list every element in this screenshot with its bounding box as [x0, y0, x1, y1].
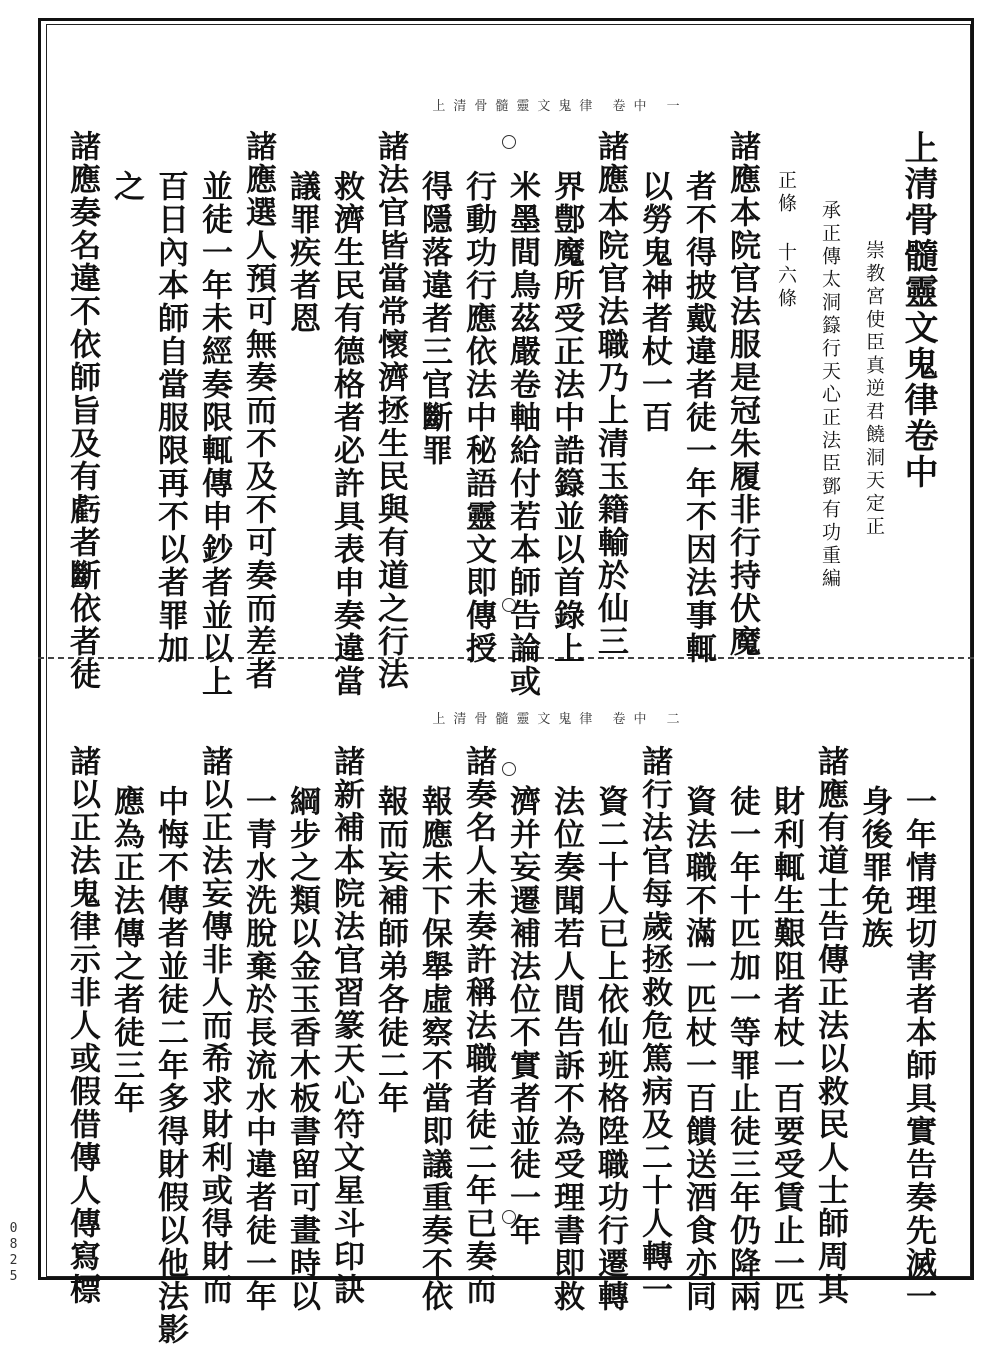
lower-text-column: 報而妄補師弟各徒二年	[372, 785, 408, 1115]
circle-mark	[502, 598, 516, 612]
running-head-upper: 上清骨髓靈文鬼律 卷中 一	[432, 99, 688, 114]
lower-text-column: 諸新補本院法官習篆天心符文星斗印訣	[328, 745, 364, 1306]
upper-text-column: 者不得披戴違者徒一年不因法事輒	[680, 170, 716, 665]
lower-text-column: 中悔不傳者並徒二年多得財假以他法影	[152, 785, 188, 1346]
lower-text-column: 應為正法傳之者徒三年	[108, 785, 144, 1115]
upper-text-column: 崇教宮使臣真逆君饒洞天定正	[863, 240, 885, 539]
lower-text-column: 一年情理切害者本師具實告奏先滅一	[900, 785, 936, 1313]
upper-text-column: 之	[108, 170, 144, 203]
upper-text-column: 諸應本院官法職乃上清玉籍輸於仙三	[592, 130, 628, 658]
text-columns-upper	[60, 130, 940, 698]
upper-page	[50, 90, 950, 698]
running-head-lower: 上清骨髓靈文鬼律 卷中 二	[432, 712, 688, 727]
upper-text-column: 諸法官皆當常懷濟拯生民與有道之行法	[372, 130, 408, 691]
upper-text-column: 諸應本院官法服是冠朱履非行持伏魔	[724, 130, 760, 658]
upper-text-column: 諸應選人預可無奏而不及不可奏而差者	[240, 130, 276, 691]
lower-text-column: 報應未下保舉虛察不當即議重奏不依	[416, 785, 452, 1313]
lower-text-column: 一青水洗脫棄於長流水中違者徒一年	[240, 785, 276, 1313]
lower-page	[50, 700, 950, 1346]
lower-text-column: 諸以正法妄傳非人而希求財利或得財而	[196, 745, 232, 1306]
circle-mark	[502, 135, 516, 149]
circle-mark	[502, 1210, 516, 1224]
lower-text-column: 資法職不滿一匹杖一百饋送酒食亦同	[680, 785, 716, 1313]
lower-text-column: 資二十人已上依仙班格陞職功行遷轉	[592, 785, 628, 1313]
upper-text-column: 議罪疾者恩	[284, 170, 320, 335]
upper-text-column: 行動功行應依法中秘語靈文即傳授	[460, 170, 496, 665]
upper-text-column: 以勞鬼神者杖一百	[636, 170, 672, 434]
lower-text-column: 財利輒生艱阻者杖一百要受賃止一匹	[768, 785, 804, 1313]
lower-text-column: 諸應有道士告傳正法以救民人士師周其	[812, 745, 848, 1306]
lower-text-column: 諸奏名人未奏許稱法職者徒二年已奏而	[460, 745, 496, 1306]
lower-text-column: 綱步之類以金玉香木板書留可畫時以	[284, 785, 320, 1313]
lower-text-column: 諸以正法鬼律示非人或假借傳人傳寫標	[64, 745, 100, 1306]
upper-text-column: 界鄷魔所受正法中誥籙並以首錄上	[548, 170, 584, 665]
page-number: 0825	[6, 1221, 21, 1285]
upper-text-column: 救濟生民有德格者必許具表申奏違當	[328, 170, 364, 698]
upper-text-column: 承正傳太洞籙行天心正法臣鄧有功重編	[819, 200, 841, 591]
upper-text-column: 得隱落違者三官斷罪	[416, 170, 452, 467]
circle-mark	[502, 762, 516, 776]
lower-text-column: 濟并妄遷補法位不實者並徒一年	[504, 785, 540, 1247]
lower-text-column: 身後罪免族	[856, 785, 892, 950]
upper-text-column: 諸應奏名違不依師旨及有虧者斷依者徒	[64, 130, 100, 691]
upper-text-column: 正條 十六條	[775, 170, 797, 311]
upper-text-column: 米墨間鳥茲嚴卷軸給付若本師告論或	[504, 170, 540, 698]
upper-text-column: 上清骨髓靈文鬼律卷中	[898, 130, 938, 490]
upper-text-column: 百日內本師自當服限再不以者罪加	[152, 170, 188, 665]
lower-text-column: 諸行法官每歲拯救危篤病及二十人轉一	[636, 745, 672, 1306]
lower-text-column: 徒一年十匹加一等罪止徒三年仍降兩	[724, 785, 760, 1313]
upper-text-column: 並徒一年未經奏限輒傳申鈔者並以上	[196, 170, 232, 698]
text-columns-lower	[60, 745, 940, 1346]
lower-text-column: 法位奏聞若人間告訴不為受理書即救	[548, 785, 584, 1313]
